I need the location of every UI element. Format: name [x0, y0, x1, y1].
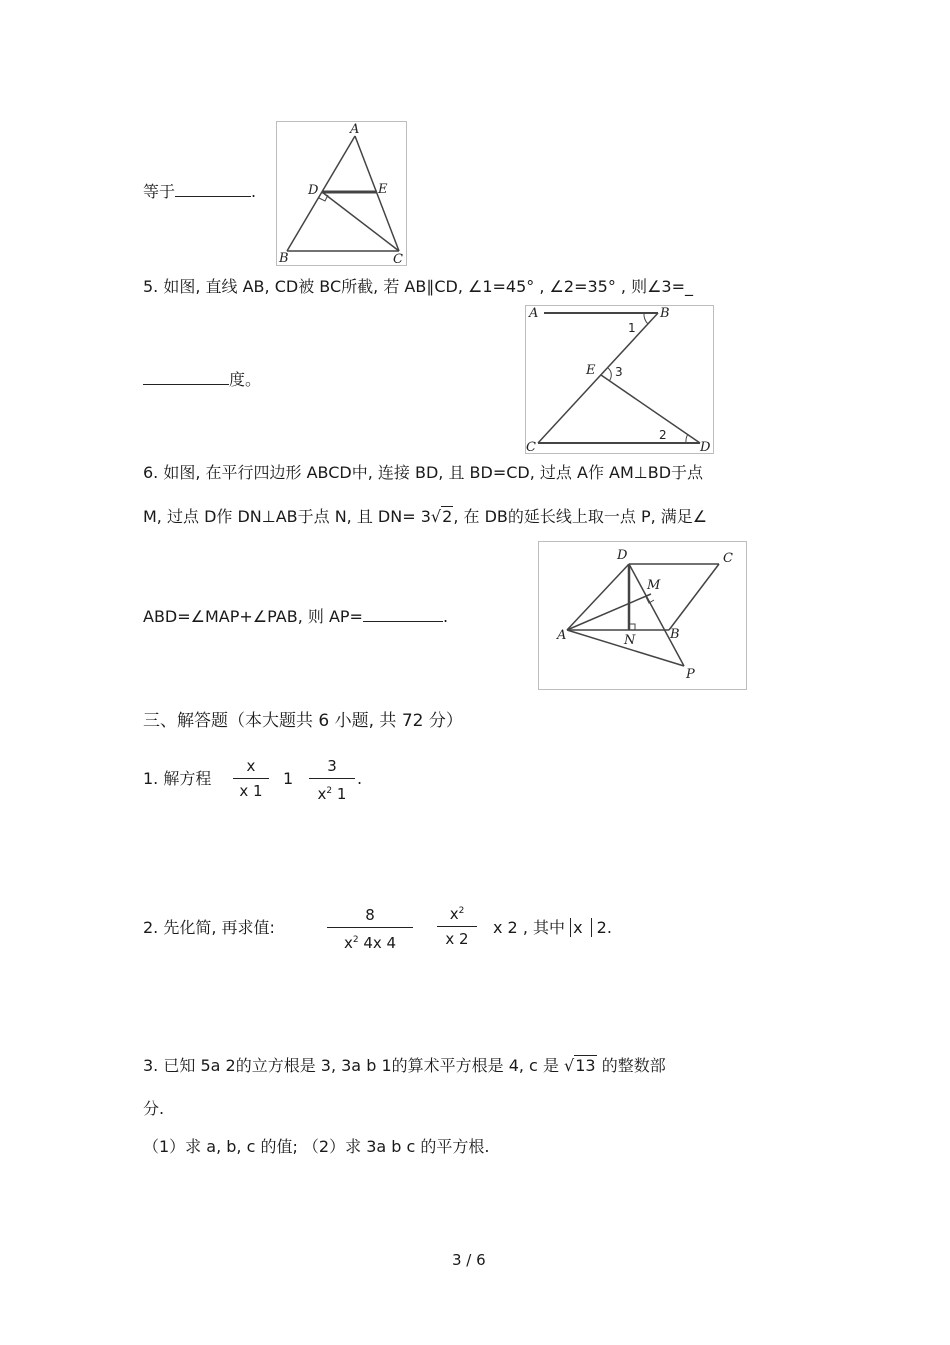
- p2-tail2: 2.: [596, 918, 612, 937]
- fig2-angle-3: 3: [615, 365, 623, 379]
- p3-line3: （1）求 a, b, c 的值; （2）求 3a b c 的平方根.: [143, 1137, 490, 1156]
- p3-sqrt-rad: 13: [575, 1056, 596, 1075]
- answer-blank: [363, 607, 443, 622]
- p1-mid: 1: [283, 769, 294, 788]
- q6-line3-end: .: [442, 607, 449, 626]
- p2-fraction-2: [437, 902, 477, 948]
- q6-line3-text: ABD=∠MAP+∠PAB, 则 AP=: [143, 607, 363, 626]
- p3-line1-b: 的整数部: [601, 1056, 666, 1075]
- q4-tail-text: 等于: [143, 182, 176, 201]
- fig1-label-a: A: [350, 122, 360, 137]
- fig3-label-c: C: [723, 551, 733, 566]
- p1-end: .: [357, 769, 363, 788]
- q6-sqrt-rad: 2: [442, 507, 453, 526]
- figure-triangle-de: [276, 121, 407, 266]
- p1-frac1-num: x: [246, 757, 256, 775]
- fig1-label-b: B: [279, 251, 289, 265]
- fig3-label-n: N: [624, 633, 636, 648]
- q4-tail-line: [143, 182, 256, 202]
- p1-fraction-1: [233, 757, 269, 800]
- page-number: 3 / 6: [452, 1251, 486, 1269]
- q6-line2-a: M, 过点 D作 DN⊥AB于点 N, 且 DN=: [143, 507, 416, 526]
- q6-line3: [143, 607, 448, 627]
- sqrt-symbol: √2: [430, 507, 453, 526]
- q6-sqrt-coef: 3: [420, 507, 431, 526]
- figure-parallelogram: [538, 541, 747, 690]
- fig3-label-m: M: [647, 578, 661, 593]
- q6-line1: 6. 如图, 在平行四边形 ABCD中, 连接 BD, 且 BD=CD, 过点 A作 AM⊥BD于点: [143, 463, 704, 482]
- p2-fraction-1: [327, 906, 413, 952]
- q5-line1: 5. 如图, 直线 AB, CD被 BC所截, 若 AB∥CD, ∠1=45° , ∠2=35° , 则∠3=_: [143, 277, 694, 296]
- figure-parallel-lines: [525, 305, 714, 454]
- p2-frac2-num: $x^2$: [449, 905, 465, 923]
- p2-frac1-den: $x^2$ 4x 4: [343, 934, 397, 952]
- sqrt-symbol: √13: [564, 1056, 596, 1075]
- fig3-label-b: B: [670, 627, 680, 642]
- fig1-label-d: D: [308, 183, 319, 198]
- fig3-label-d: D: [617, 548, 628, 563]
- p2-frac1-num: 8: [365, 906, 375, 924]
- answer-blank: [175, 182, 251, 197]
- p2-frac2-den: x 2: [445, 930, 469, 948]
- p3-line2: 分.: [143, 1099, 165, 1118]
- q6-line2-b: , 在 DB的延长线上取一点 P, 满足∠: [453, 507, 708, 526]
- answer-blank: [143, 370, 229, 385]
- p2-tail: [493, 918, 612, 938]
- fig2-label-b: B: [660, 306, 670, 321]
- p1-label: 1. 解方程: [143, 769, 212, 788]
- fig2-label-a: A: [529, 306, 539, 321]
- p3-line1-a: 3. 已知 5a 2的立方根是 3, 3a b 1的算术平方根是 4, c 是: [143, 1056, 559, 1075]
- p1-frac2-den: $x^2$ 1: [317, 785, 347, 803]
- fig2-label-d: D: [700, 440, 711, 453]
- q6-line2: [143, 507, 707, 527]
- p3-line1: [143, 1056, 666, 1076]
- fig2-label-c: C: [526, 440, 536, 453]
- q4-tail-end: .: [251, 182, 257, 201]
- p2-tail-text: x 2 , 其中: [493, 918, 565, 937]
- p1-frac1-den: x 1: [239, 782, 263, 800]
- section-heading: 三、解答题（本大题共 6 小题, 共 72 分）: [143, 711, 463, 731]
- fig3-label-p: P: [686, 667, 695, 682]
- fig2-angle-1: 1: [628, 321, 636, 335]
- fig1-label-e: E: [378, 182, 388, 197]
- fig3-label-a: A: [557, 628, 567, 643]
- p1-fraction-2: [309, 757, 355, 803]
- fig1-label-c: C: [393, 252, 403, 265]
- p1-frac2-num: 3: [327, 757, 337, 775]
- p2-label: 2. 先化简, 再求值:: [143, 918, 275, 937]
- fig2-angle-2: 2: [659, 428, 667, 442]
- p2-abs-value: x: [570, 918, 591, 937]
- q5-line2: [143, 370, 261, 390]
- q5-line2-end: 度。: [229, 370, 262, 389]
- fig2-label-e: E: [586, 363, 596, 378]
